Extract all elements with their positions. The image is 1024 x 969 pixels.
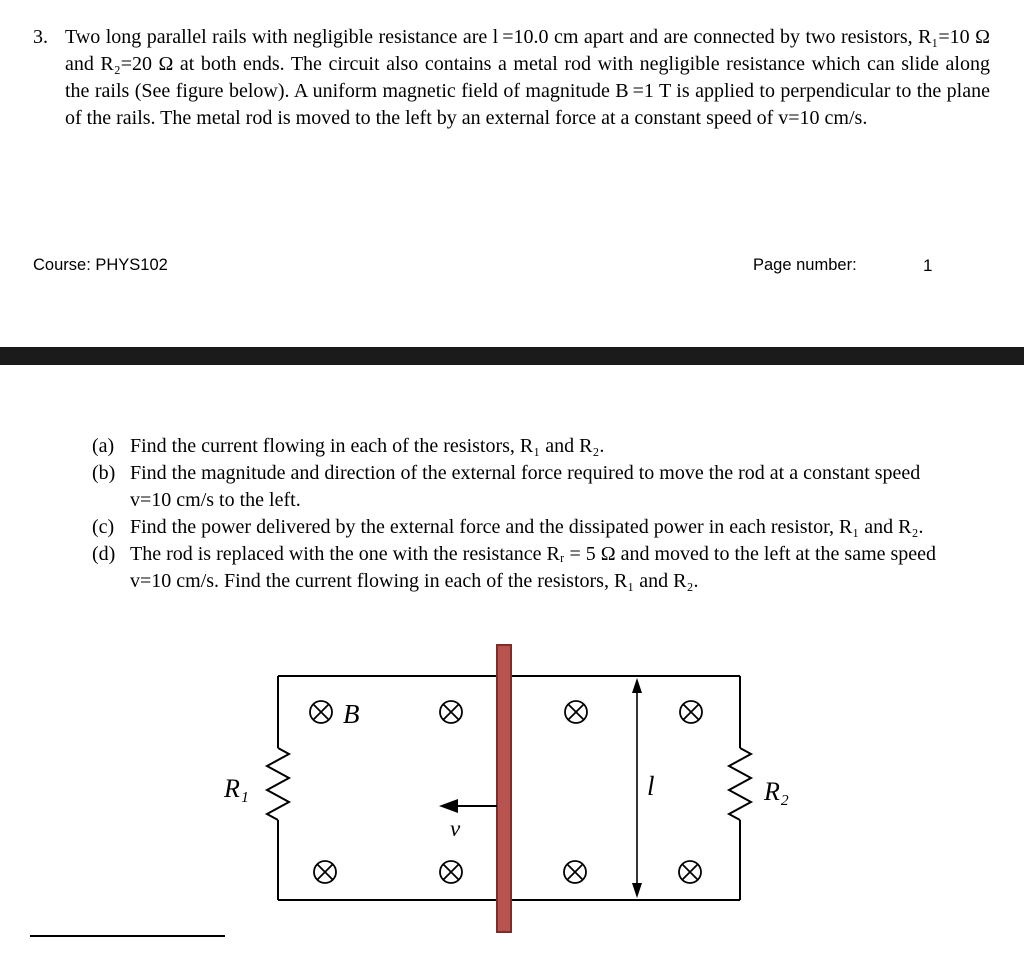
question-part-d (92, 541, 960, 595)
part-text: Find the current flowing in each of the resistors, R₁ and R₂. (130, 435, 605, 457)
page-number-value: 1 (923, 256, 933, 275)
section-divider (0, 347, 1024, 365)
part-text: Find the power delivered by the external force and the dissipated power in each resistor, R₁ and R₂. (130, 516, 924, 538)
length-arrow (632, 678, 642, 898)
velocity-arrow (439, 799, 497, 813)
resistor-r1-symbol (267, 748, 289, 820)
question-part-c (92, 514, 960, 541)
question-part-b (92, 460, 960, 514)
field-into-page-icon (680, 701, 702, 723)
part-text: Find the magnitude and direction of the external force required to move the rod at a constant speed v=10 cm/s to the left. (130, 462, 921, 511)
field-into-page-icon (314, 861, 336, 883)
meta-row (0, 256, 1024, 280)
field-label-b: B (343, 699, 360, 729)
field-into-page-icon (564, 861, 586, 883)
course-label: Course: PHYS102 (33, 256, 168, 274)
question-parts (92, 433, 960, 595)
part-label: (b) (92, 462, 116, 484)
field-into-page-icon (565, 701, 587, 723)
field-into-page-icon (310, 701, 332, 723)
length-label: l (647, 771, 655, 801)
part-text: The rod is replaced with the one with the resistance Rᵣ = 5 Ω and moved to the left at the same speed v=10 cm/s. Find the current flowing in each of the resistors, R₁ and R₂. (130, 543, 937, 592)
page-number-label: Page number: (753, 256, 857, 274)
part-label: (d) (92, 543, 116, 565)
problem-text: Two long parallel rails with negligible resistance are l =10.0 cm apart and are connected by two resistors, R₁=10 Ω and R₂=20 Ω at both ends. The circuit also contains a metal rod with negligible resistance which can slide along the rails (See figure below). A uniform magnetic field of magnitude B =1 T is applied to perpendicular to the plane of the rails. The metal rod is moved to the left by an external force at a constant speed of v=10 cm/s. (65, 26, 990, 129)
part-label: (c) (92, 516, 115, 538)
field-into-page-icon (679, 861, 701, 883)
question-part-a (92, 433, 960, 460)
sliding-rod (497, 645, 511, 932)
field-into-page-icon (440, 701, 462, 723)
field-into-page-icon (440, 861, 462, 883)
circuit-diagram (0, 630, 1024, 969)
problem-number: 3. (33, 26, 48, 48)
resistor-r2-symbol (729, 748, 751, 820)
resistor-r1-label: R₁ (224, 774, 249, 803)
part-label: (a) (92, 435, 115, 457)
velocity-label: v (450, 816, 461, 841)
resistor-r2-label: R₂ (764, 777, 789, 806)
problem-statement (33, 24, 990, 132)
